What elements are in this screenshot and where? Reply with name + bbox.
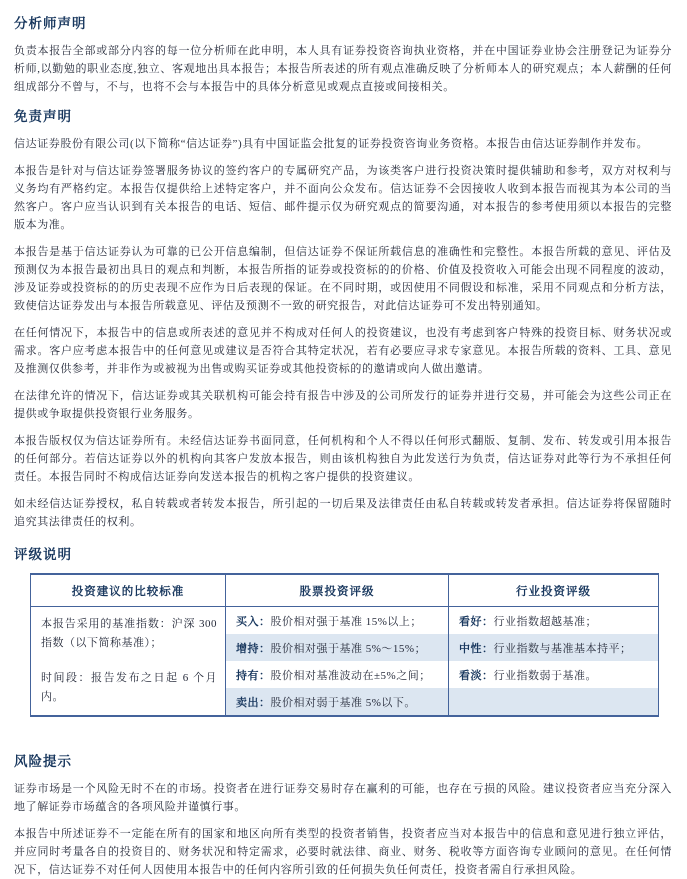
stock-rating-sell-desc: 股价相对弱于基准 5%以下。 (270, 696, 416, 709)
rating-table (30, 573, 659, 717)
disclaimer-paragraph-6: 本报告版权仅为信达证券所有。未经信达证券书面同意，任何机构和个人不得以任何形式翻版、复制、发布、转发或引用本报告的任何部分。若信达证券以外的机构向其客户发放本报告，则由该机构独自为此发送行为负责，信达证券对此等行为不承担任何责任。本报告同时不构成信达证券向发送本报告的机构之客户提供的投资建议。 (14, 435, 672, 483)
risk-warning-heading: 风险提示 (14, 754, 72, 769)
stock-rating-sell-cell (226, 688, 449, 716)
industry-rating-positive-cell (449, 607, 659, 635)
risk-warning-paragraph-2: 本报告中所述证券不一定能在所有的国家和地区向所有类型的投资者销售，投资者应当对本报告中的信息和意见进行独立评估，并应同时考量各自的投资目的、财务状况和特定需求，必要时就法律、商业、财务、税收等方面咨询专业顾问的意见。在任何情况下，信达证券不对任何人因使用本报告中的任何内容所引致的任何损失负任何责任，投资者需自行承担风险。 (14, 828, 672, 876)
section-disclaimer (14, 105, 672, 531)
stock-rating-overweight-term: 增持： (236, 642, 271, 655)
industry-rating-empty-cell (449, 688, 659, 716)
industry-rating-negative-cell (449, 661, 659, 688)
rating-table-header-row (31, 574, 659, 607)
disclaimer-heading: 免责声明 (14, 109, 72, 124)
rating-table-header-benchmark: 投资建议的比较标准 (31, 574, 226, 607)
stock-rating-buy-desc: 股价相对强于基准 15%以上； (270, 615, 422, 628)
section-analyst-statement (14, 12, 672, 96)
industry-rating-positive-desc: 行业指数超越基准； (493, 615, 597, 628)
industry-rating-negative-desc: 行业指数弱于基准。 (493, 669, 597, 682)
industry-rating-neutral-desc: 行业指数与基准基本持平； (493, 642, 632, 655)
stock-rating-buy-term: 买入： (236, 615, 271, 628)
section-rating-notes (14, 543, 672, 717)
disclaimer-paragraph-7: 如未经信达证券授权，私自转载或者转发本报告，所引起的一切后果及法律责任由私自转载或转发者承担。信达证券将保留随时追究其法律责任的权利。 (14, 498, 672, 528)
stock-rating-hold-term: 持有： (236, 669, 271, 682)
industry-rating-positive-term: 看好： (459, 615, 494, 628)
benchmark-period-text: 时间段：报告发布之日起 6 个月内。 (41, 672, 217, 703)
analyst-statement-paragraph: 负责本报告全部或部分内容的每一位分析师在此申明，本人具有证券投资咨询执业资格，并在中国证券业协会注册登记为证券分析师,以勤勉的职业态度,独立、客观地出具本报告；本报告所表述的所有观点准确反映了分析师本人的研究观点；本人薪酬的任何组成部分不曾与，不与，也将不会与本报告中的具体分析意见或观点直接或间接相关。 (14, 45, 672, 93)
stock-rating-buy-cell (226, 607, 449, 635)
industry-rating-neutral-cell (449, 634, 659, 661)
rating-notes-heading: 评级说明 (14, 547, 72, 562)
analyst-statement-heading: 分析师声明 (14, 16, 87, 31)
disclaimer-paragraph-1: 信达证券股份有限公司(以下简称“信达证券”)具有中国证监会批复的证券投资咨询业务资格。本报告由信达证券制作并发布。 (14, 138, 649, 150)
disclaimer-paragraph-5: 在法律允许的情况下，信达证券或其关联机构可能会持有报告中涉及的公司所发行的证券并进行交易，并可能会为这些公司正在提供或争取提供投资银行业务服务。 (14, 390, 672, 420)
rating-table-row-1 (31, 607, 659, 635)
benchmark-index-text: 本报告采用的基准指数：沪深 300 指数（以下简称基准）； (41, 618, 217, 649)
stock-rating-hold-desc: 股价相对基准波动在±5%之间； (270, 669, 431, 682)
industry-rating-negative-term: 看淡： (459, 669, 494, 682)
rating-table-header-industry: 行业投资评级 (449, 574, 659, 607)
disclaimer-paragraph-4: 在任何情况下，本报告中的信息或所表述的意见并不构成对任何人的投资建议，也没有考虑到客户特殊的投资目标、财务状况或需求。客户应考虑本报告中的任何意见或建议是否符合其特定状况，若有必要应寻求专家意见。本报告所载的资料、工具、意见及推测仅供参考，并非作为或被视为出售或购买证券或其他投资标的的邀请或向人做出邀请。 (14, 327, 672, 375)
section-risk-warning (14, 750, 672, 879)
disclaimer-paragraph-2: 本报告是针对与信达证券签署服务协议的签约客户的专属研究产品，为该类客户进行投资决策时提供辅助和参考，双方对权利与义务均有严格约定。本报告仅提供给上述特定客户，并不面向公众发布。信达证券不会因接收人收到本报告而视其为本公司的当然客户。客户应当认识到有关本报告的电话、短信、邮件提示仅为研究观点的简要沟通，对本报告的参考使用须以本报告的完整版本为准。 (14, 165, 672, 231)
stock-rating-hold-cell (226, 661, 449, 688)
stock-rating-sell-term: 卖出： (236, 696, 271, 709)
stock-rating-overweight-desc: 股价相对强于基准 5%～15%； (270, 642, 427, 655)
disclaimer-paragraph-3: 本报告是基于信达证券认为可靠的已公开信息编制，但信达证券不保证所载信息的准确性和完整性。本报告所载的意见、评估及预测仅为本报告最初出具日的观点和判断，本报告所指的证券或投资标的的价格、价值及投资收入可能会出现不同程度的波动，涉及证券或投资标的的历史表现不应作为日后表现的保证。在不同时期，或因使用不同假设和标准，采用不同观点和分析方法，致使信达证券发出与本报告所载意见、评估及预测不一致的研究报告，对此信达证券可不发出特别通知。 (14, 246, 672, 312)
stock-rating-overweight-cell (226, 634, 449, 661)
risk-warning-paragraph-1: 证券市场是一个风险无时不在的市场。投资者在进行证券交易时存在赢利的可能，也存在亏损的风险。建议投资者应当充分深入地了解证券市场蕴含的各项风险并谨慎行事。 (14, 783, 672, 813)
benchmark-cell (31, 607, 226, 717)
rating-table-header-stock: 股票投资评级 (226, 574, 449, 607)
industry-rating-neutral-term: 中性： (459, 642, 494, 655)
